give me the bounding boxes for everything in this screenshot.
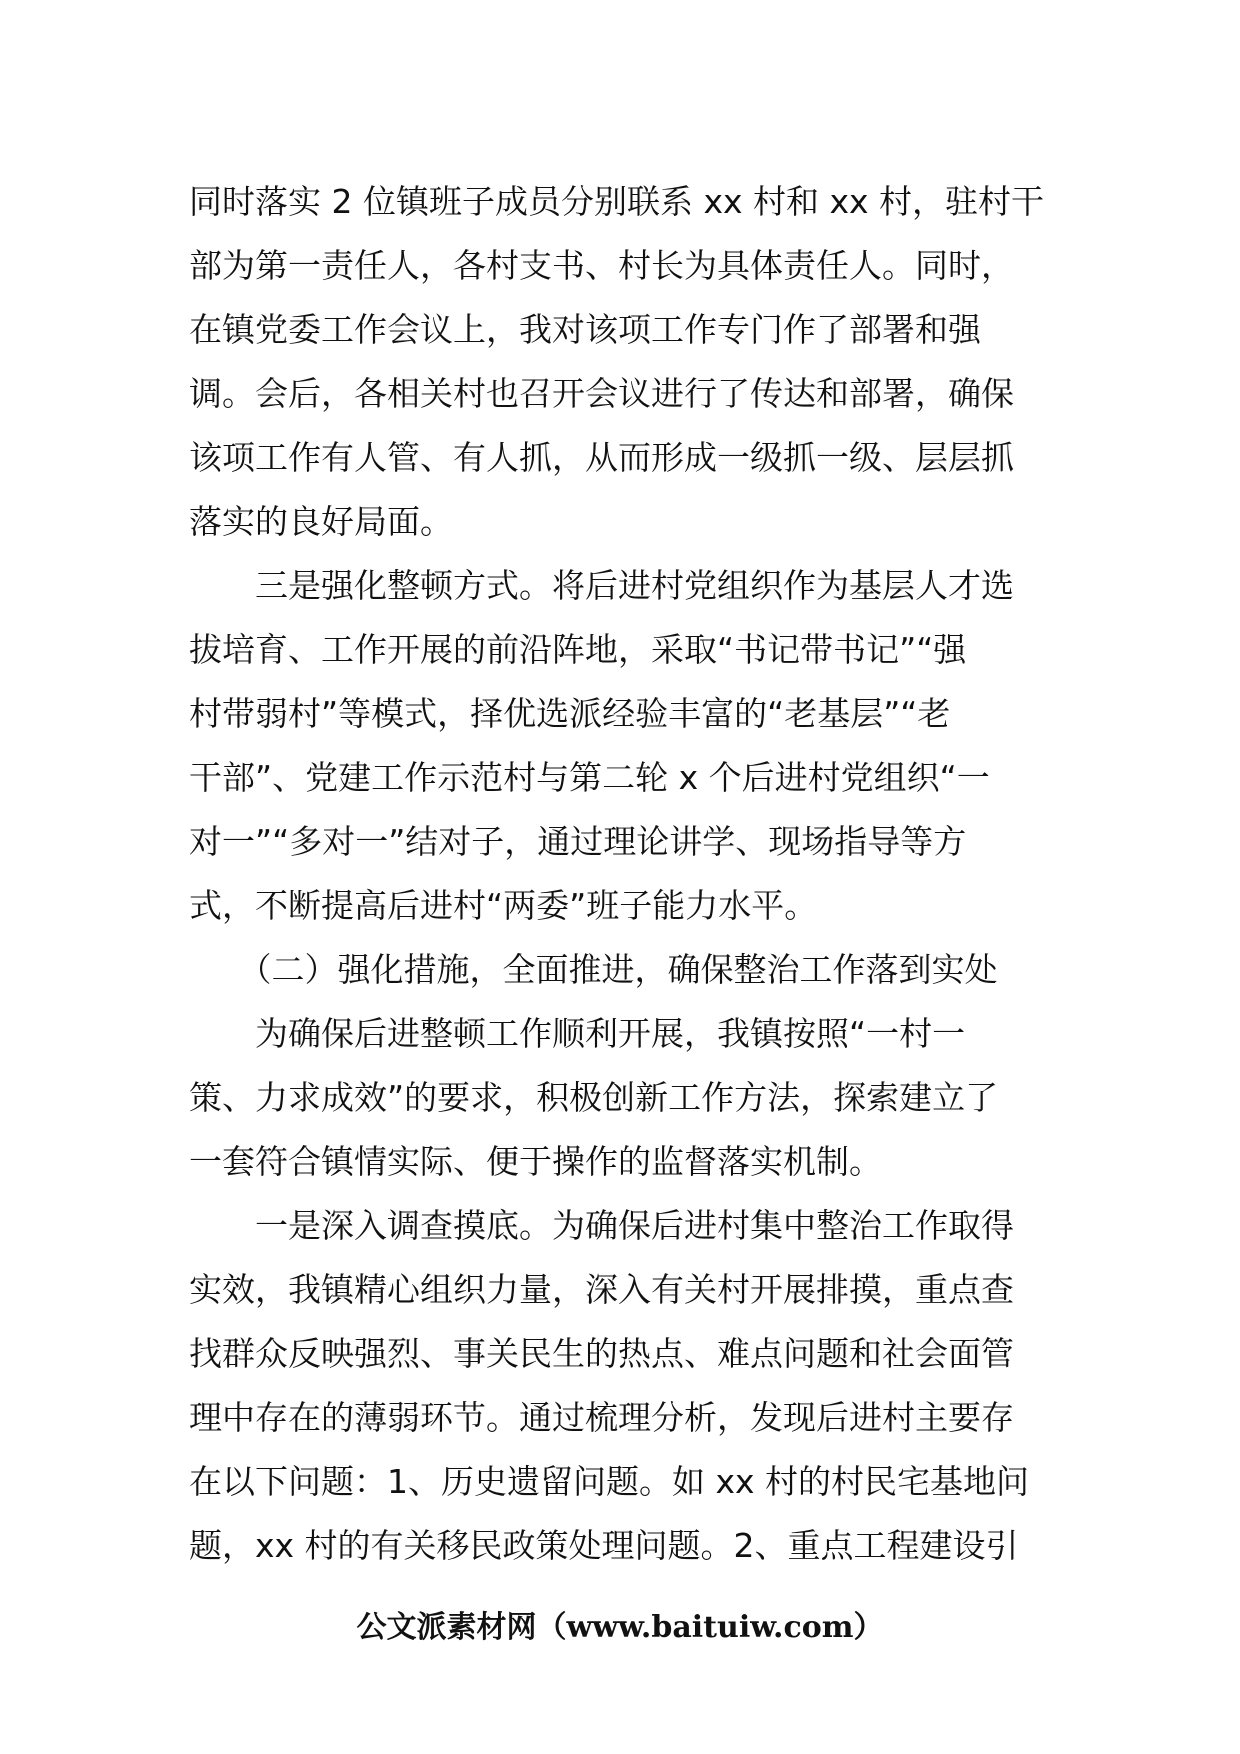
text-line-20: 理中存在的薄弱环节。通过梳理分析，发现后进村主要存: [189, 1398, 1014, 1437]
document-body: [189, 170, 1059, 1578]
text-line-8: 拔培育、工作开展的前沿阵地，采取“书记带书记”“强: [189, 630, 967, 669]
text-line-15: 策、力求成效”的要求，积极创新工作方法，探索建立了: [189, 1078, 999, 1117]
text-line-4: 调。会后，各相关村也召开会议进行了传达和部署，确保: [189, 374, 1014, 413]
text-line-6: 落实的良好局面。: [189, 502, 453, 541]
footer-watermark: 公文派素材网（www.baituiw.com）: [356, 1610, 884, 1645]
text-line-18: 实效，我镇精心组织力量，深入有关村开展排摸，重点查: [189, 1270, 1014, 1309]
text-line-9: 村带弱村”等模式，择优选派经验丰富的“老基层”“老: [189, 694, 951, 733]
text-line-10: 干部”、党建工作示范村与第二轮 x 个后进村党组织“一: [189, 758, 990, 797]
text-line-2: 部为第一责任人，各村支书、村长为具体责任人。同时，: [189, 246, 1014, 285]
text-line-3: 在镇党委工作会议上，我对该项工作专门作了部署和强: [189, 310, 981, 349]
text-line-1: 同时落实 2 位镇班子成员分别联系 xx 村和 xx 村，驻村干: [189, 182, 1045, 221]
text-line-14: 为确保后进整顿工作顺利开展，我镇按照“一村一: [189, 1014, 966, 1053]
text-line-17: 一是深入调查摸底。为确保后进村集中整治工作取得: [189, 1206, 1014, 1245]
text-line-21: 在以下问题：1、历史遗留问题。如 xx 村的村民宅基地问: [189, 1462, 1030, 1501]
text-line-5: 该项工作有人管、有人抓，从而形成一级抓一级、层层抓: [189, 438, 1014, 477]
text-line-22: 题，xx 村的有关移民政策处理问题。2、重点工程建设引: [189, 1526, 1019, 1565]
section-heading: （二）强化措施，全面推进，确保整治工作落到实处: [189, 950, 998, 989]
text-line-19: 找群众反映强烈、事关民生的热点、难点问题和社会面管: [189, 1334, 1014, 1373]
text-line-11: 对一”“多对一”结对子，通过理论讲学、现场指导等方: [189, 822, 967, 861]
text-line-7: 三是强化整顿方式。将后进村党组织作为基层人才选: [189, 566, 1014, 605]
text-line-16: 一套符合镇情实际、便于操作的监督落实机制。: [189, 1142, 882, 1181]
text-line-12: 式，不断提高后进村“两委”班子能力水平。: [189, 886, 818, 925]
